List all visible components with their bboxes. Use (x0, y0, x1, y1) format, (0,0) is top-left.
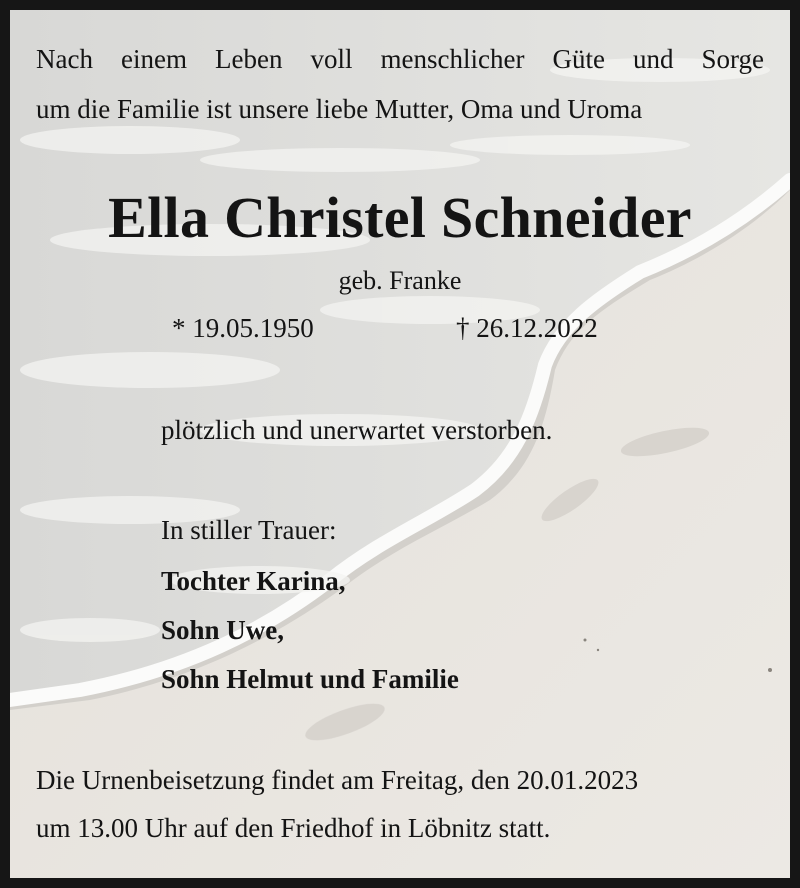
death-date: † 26.12.2022 (456, 313, 598, 343)
mourners-heading: In stiller Trauer: (161, 515, 337, 545)
mourner-name: Sohn Helmut und Familie (161, 664, 459, 694)
funeral-info-line-1: Die Urnenbeisetzung findet am Freitag, den 20.01.2023 (36, 765, 639, 795)
deceased-name: Ella Christel Schneider (108, 185, 692, 250)
mourner-name: Tochter Karina, (161, 566, 346, 596)
mourner-name: Sohn Uwe, (161, 615, 285, 645)
birth-name: geb. Franke (338, 266, 462, 295)
death-statement: plötzlich und unerwartet verstorben. (161, 415, 553, 445)
birth-date: * 19.05.1950 (172, 313, 314, 343)
intro-line-1: Nach einem Leben voll menschlicher Güte und Sorge (36, 44, 764, 74)
intro-line-2: um die Familie ist unsere liebe Mutter, Oma und Uroma (36, 94, 643, 124)
funeral-info-line-2: um 13.00 Uhr auf den Friedhof in Löbnitz statt. (36, 813, 551, 843)
